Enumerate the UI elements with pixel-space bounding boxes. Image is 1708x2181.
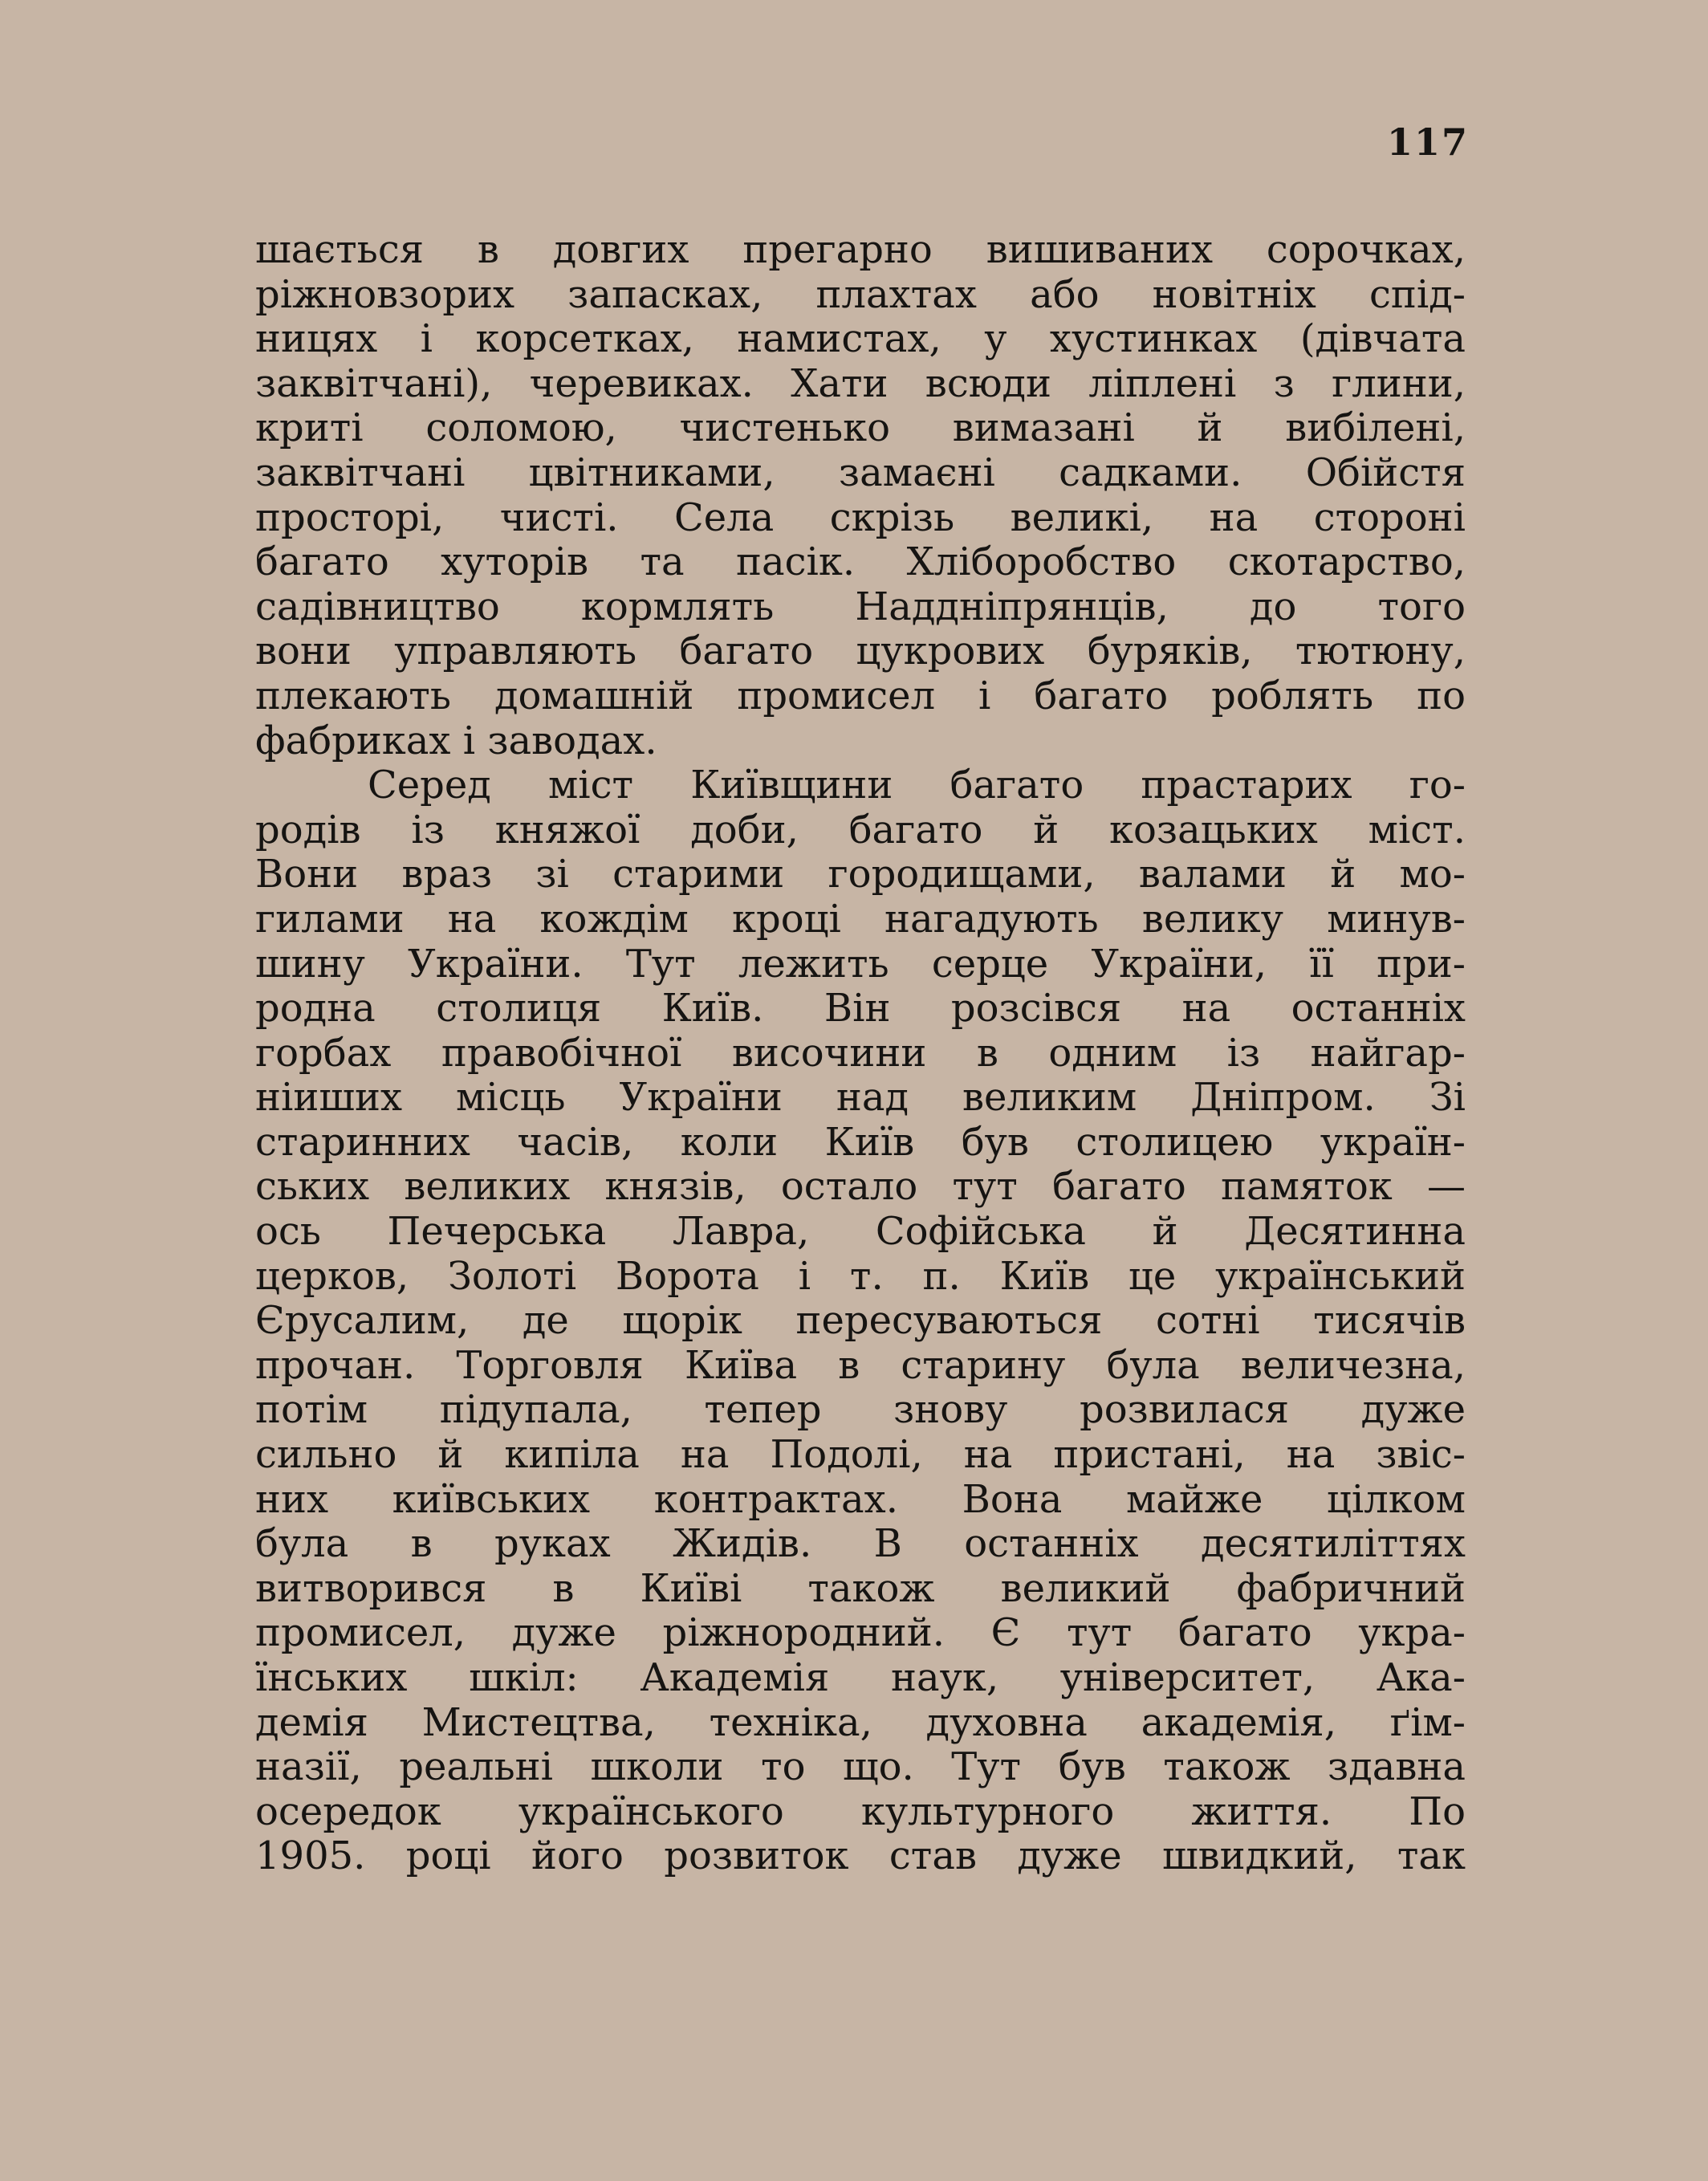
text-line: витворився в Київі також великий фабричний bbox=[255, 1566, 1466, 1611]
text-line: сильно й кипіла на Подолі, на пристані, на звіс- bbox=[255, 1433, 1466, 1478]
text-line: фабриках і заводах. bbox=[255, 718, 657, 763]
text-line: 1905. році його розвиток став дуже швидкий, так bbox=[255, 1834, 1466, 1879]
text-line: їнських шкіл: Академія наук, університет, Ака- bbox=[255, 1656, 1466, 1700]
text-line: Єрусалим, де щорік пересуваються сотні тисячів bbox=[255, 1299, 1466, 1344]
paragraph bbox=[255, 763, 1466, 1879]
text-line: багато хуторів та пасік. Хліборобство скотарство, bbox=[255, 540, 1466, 585]
text-line: потім підупала, тепер знову розвилася дуже bbox=[255, 1388, 1466, 1433]
text-line: родів із княжої доби, багато й козацьких міст. bbox=[255, 808, 1466, 852]
text-line: ось Печерська Лавра, Софійська й Десятинна bbox=[255, 1210, 1466, 1255]
text-line: Серед міст Київщини багато прастарих го- bbox=[368, 763, 1466, 808]
text-line: осередок українського культурного життя. По bbox=[255, 1789, 1466, 1834]
text-line: Вони враз зі старими городищами, валами й мо- bbox=[255, 852, 1466, 897]
text-line: демія Мистецтва, техніка, духовна академія, ґім- bbox=[255, 1700, 1466, 1745]
text-line: старинних часів, коли Київ був столицею україн- bbox=[255, 1120, 1466, 1165]
text-line: гилами на кождім кроці нагадують велику минув- bbox=[255, 897, 1466, 942]
paragraph bbox=[255, 228, 1466, 763]
text-line: них київських контрактах. Вона майже цілком bbox=[255, 1477, 1466, 1522]
text-line: була в руках Жидів. В останніх десятиліттях bbox=[255, 1522, 1466, 1567]
body-text bbox=[255, 228, 1466, 1879]
text-line: плекають домашній промисел і багато роблять по bbox=[255, 673, 1466, 718]
text-line: просторі, чисті. Села скрізь великі, на стороні bbox=[255, 495, 1466, 540]
text-line: назії, реальні школи то що. Тут був також здавна bbox=[255, 1745, 1466, 1790]
text-line: ницях і корсетках, намистах, у хустинках (дівчата bbox=[255, 317, 1466, 362]
text-line: шину України. Тут лежить серце України, її при- bbox=[255, 942, 1466, 987]
page-number: 117 bbox=[1387, 120, 1470, 164]
text-line: шається в довгих прегарно вишиваних сорочках, bbox=[255, 228, 1466, 272]
text-line: криті соломою, чистенько вимазані й вибілені, bbox=[255, 406, 1466, 451]
text-line: родна столиця Київ. Він розсівся на останніх bbox=[255, 987, 1466, 1031]
text-line: ніиших місць України над великим Дніпром. Зі bbox=[255, 1076, 1466, 1121]
text-line: заквітчані), черевиках. Хати всюди ліплені з глини, bbox=[255, 361, 1466, 406]
text-line: ріжновзорих запасках, плахтах або новітніх спід- bbox=[255, 272, 1466, 317]
text-line: заквітчані цвітниками, замаєні садками. Обійстя bbox=[255, 450, 1466, 495]
text-line: промисел, дуже ріжнородний. Є тут багато укра- bbox=[255, 1611, 1466, 1656]
text-line: церков, Золоті Ворота і т. п. Київ це український bbox=[255, 1254, 1466, 1299]
text-line: вони управляють багато цукрових буряків, тютюну, bbox=[255, 629, 1466, 674]
text-line: садівництво кормлять Наддніпрянців, до того bbox=[255, 584, 1466, 629]
text-line: ських великих князів, остало тут багато памяток — bbox=[255, 1165, 1466, 1210]
text-line: горбах правобічної височини в одним із найгар- bbox=[255, 1031, 1466, 1076]
text-line: прочан. Торговля Київа в старину була величезна, bbox=[255, 1343, 1466, 1388]
